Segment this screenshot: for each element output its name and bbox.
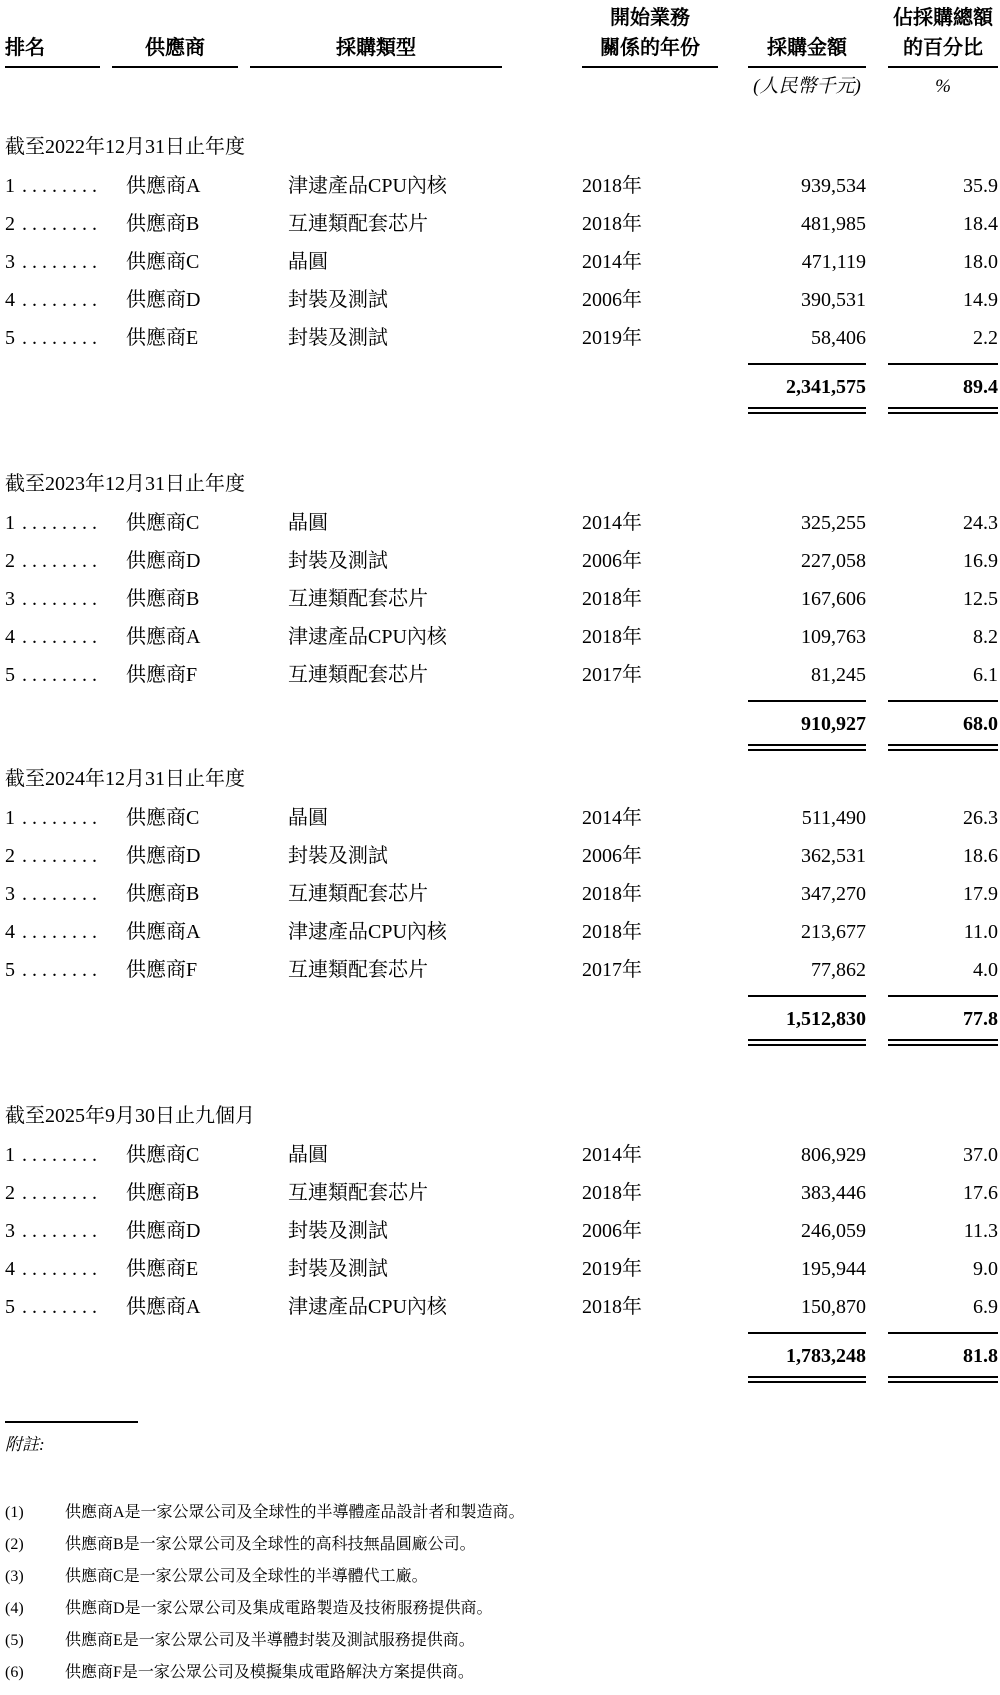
leader-dots: ........ (22, 845, 102, 867)
total-double-rule (5, 1376, 1000, 1383)
total-percentage: 89.4 (963, 376, 998, 398)
leader-dots: ........ (22, 251, 102, 273)
row-supplier: 供應商B (126, 1182, 200, 1204)
leader-dots: ........ (22, 213, 102, 235)
note-number: (5) (5, 1632, 24, 1649)
row-percentage: 26.3 (963, 807, 998, 829)
row-supplier: 供應商A (126, 1296, 201, 1318)
row-amount: 939,534 (801, 175, 866, 197)
section-title: 截至2022年12月31日止年度 (5, 136, 245, 158)
row-amount: 77,862 (811, 959, 866, 981)
table-row (5, 205, 1000, 243)
section-rows (5, 1136, 1000, 1326)
row-start-year: 2019年 (582, 327, 642, 349)
row-percentage: 4.0 (973, 959, 998, 981)
row-supplier: 供應商E (126, 1258, 199, 1280)
rank-number: 2 (5, 1182, 15, 1204)
table-row (5, 913, 1000, 951)
row-start-year: 2006年 (582, 550, 642, 572)
row-supplier: 供應商B (126, 883, 200, 905)
amount-rule (748, 363, 866, 365)
row-percentage: 2.2 (973, 327, 998, 349)
section-fy2023 (5, 474, 1000, 751)
row-rank-cell (5, 214, 100, 234)
row-percentage: 16.9 (963, 550, 998, 572)
row-purchase-type: 互連類配套芯片 (288, 213, 428, 235)
row-amount: 347,270 (801, 883, 866, 905)
total-double-rule (5, 407, 1000, 414)
table-row (5, 1136, 1000, 1174)
row-supplier: 供應商C (126, 1144, 200, 1166)
row-start-year: 2018年 (582, 883, 642, 905)
leader-dots: ........ (22, 807, 102, 829)
rank-number: 4 (5, 921, 15, 943)
row-rank-cell (5, 1183, 100, 1203)
row-rank-cell (5, 627, 100, 647)
percentage-double-rule (888, 407, 998, 414)
row-start-year: 2018年 (582, 213, 642, 235)
rank-number: 4 (5, 1258, 15, 1280)
row-start-year: 2006年 (582, 845, 642, 867)
row-supplier: 供應商A (126, 921, 201, 943)
row-amount: 227,058 (801, 550, 866, 572)
leader-dots: ........ (22, 1182, 102, 1204)
table-row (5, 1250, 1000, 1288)
row-rank-cell (5, 846, 100, 866)
row-purchase-type: 封裝及測試 (288, 327, 388, 349)
table-row (5, 319, 1000, 357)
row-start-year: 2006年 (582, 1220, 642, 1242)
row-amount: 109,763 (801, 626, 866, 648)
table-row (5, 837, 1000, 875)
row-start-year: 2018年 (582, 1296, 642, 1318)
row-purchase-type: 津逮產品CPU內核 (288, 175, 447, 197)
percentage-unit-label: % (935, 76, 951, 97)
rank-number: 3 (5, 1220, 15, 1242)
row-purchase-type: 封裝及測試 (288, 1258, 388, 1280)
rank-number: 5 (5, 1296, 15, 1318)
rank-number: 1 (5, 1144, 15, 1166)
row-supplier: 供應商F (126, 664, 198, 686)
row-amount: 325,255 (801, 512, 866, 534)
row-amount: 362,531 (801, 845, 866, 867)
percentage-double-rule (888, 1376, 998, 1383)
amount-rule (748, 1332, 866, 1334)
row-start-year: 2017年 (582, 959, 642, 981)
row-percentage: 24.3 (963, 512, 998, 534)
row-percentage: 6.9 (973, 1296, 998, 1318)
row-supplier: 供應商F (126, 959, 198, 981)
row-start-year: 2017年 (582, 664, 642, 686)
percentage-double-rule (888, 1039, 998, 1046)
rank-number: 2 (5, 845, 15, 867)
row-percentage: 12.5 (963, 588, 998, 610)
note-text: 供應商F是一家公眾公司及模擬集成電路解決方案提供商。 (65, 1664, 474, 1681)
row-percentage: 18.4 (963, 213, 998, 235)
row-amount: 390,531 (801, 289, 866, 311)
row-amount: 481,985 (801, 213, 866, 235)
header-start-year-line1: 開始業務 (610, 7, 690, 29)
row-percentage: 18.0 (963, 251, 998, 273)
section-title: 截至2024年12月31日止年度 (5, 768, 245, 790)
table-row (5, 1288, 1000, 1326)
note-number: (3) (5, 1568, 24, 1585)
row-purchase-type: 封裝及測試 (288, 1220, 388, 1242)
leader-dots: ........ (22, 175, 102, 197)
row-amount: 58,406 (811, 327, 866, 349)
table-row (5, 656, 1000, 694)
leader-dots: ........ (22, 588, 102, 610)
row-supplier: 供應商A (126, 175, 201, 197)
rank-number: 1 (5, 512, 15, 534)
row-percentage: 17.9 (963, 883, 998, 905)
header-purchase-type: 採購類型 (250, 38, 502, 68)
leader-dots: ........ (22, 289, 102, 311)
note-item (5, 1503, 1000, 1523)
rank-number: 3 (5, 588, 15, 610)
header-amount: 採購金額 (748, 38, 866, 68)
rank-number: 4 (5, 289, 15, 311)
row-purchase-type: 封裝及測試 (288, 550, 388, 572)
row-purchase-type: 晶圓 (288, 1144, 328, 1166)
table-row (5, 580, 1000, 618)
rank-number: 3 (5, 251, 15, 273)
rank-number: 5 (5, 959, 15, 981)
section-9m2025 (5, 1106, 1000, 1383)
row-rank-cell (5, 176, 100, 196)
section-total-row (5, 702, 1000, 744)
row-start-year: 2018年 (582, 588, 642, 610)
table-row (5, 875, 1000, 913)
row-rank-cell (5, 1297, 100, 1317)
row-rank-cell (5, 960, 100, 980)
row-supplier: 供應商C (126, 512, 200, 534)
section-rows (5, 504, 1000, 694)
row-start-year: 2014年 (582, 1144, 642, 1166)
row-percentage: 8.2 (973, 626, 998, 648)
rank-number: 5 (5, 664, 15, 686)
header-row-lower (5, 38, 1000, 68)
row-amount: 81,245 (811, 664, 866, 686)
note-number: (4) (5, 1600, 24, 1617)
row-percentage: 14.9 (963, 289, 998, 311)
note-item (5, 1663, 1000, 1683)
section-rows (5, 799, 1000, 989)
leader-dots: ........ (22, 512, 102, 534)
row-supplier: 供應商E (126, 327, 199, 349)
row-start-year: 2006年 (582, 289, 642, 311)
notes-label: 附註: (5, 1435, 45, 1454)
row-purchase-type: 互連類配套芯片 (288, 588, 428, 610)
row-purchase-type: 封裝及測試 (288, 845, 388, 867)
amount-double-rule (748, 744, 866, 751)
note-item (5, 1599, 1000, 1619)
row-amount: 511,490 (801, 807, 866, 829)
row-purchase-type: 津逮產品CPU內核 (288, 626, 447, 648)
amount-double-rule (748, 407, 866, 414)
row-purchase-type: 互連類配套芯片 (288, 883, 428, 905)
row-rank-cell (5, 884, 100, 904)
rank-number: 2 (5, 213, 15, 235)
row-supplier: 供應商B (126, 213, 200, 235)
row-start-year: 2018年 (582, 175, 642, 197)
row-purchase-type: 互連類配套芯片 (288, 959, 428, 981)
row-start-year: 2018年 (582, 921, 642, 943)
leader-dots: ........ (22, 1258, 102, 1280)
row-start-year: 2019年 (582, 1258, 642, 1280)
header-rank: 排名 (5, 38, 100, 68)
percentage-rule (888, 1332, 998, 1334)
amount-double-rule (748, 1376, 866, 1383)
row-amount: 167,606 (801, 588, 866, 610)
total-amount: 1,783,248 (786, 1345, 866, 1367)
row-amount: 213,677 (801, 921, 866, 943)
row-amount: 383,446 (801, 1182, 866, 1204)
row-start-year: 2014年 (582, 807, 642, 829)
leader-dots: ........ (22, 1144, 102, 1166)
header-percentage-line1: 佔採購總額 (893, 7, 993, 29)
note-item (5, 1631, 1000, 1651)
row-rank-cell (5, 1221, 100, 1241)
row-supplier: 供應商B (126, 588, 200, 610)
note-text: 供應商B是一家公眾公司及全球性的高科技無晶圓廠公司。 (65, 1536, 476, 1553)
table-row (5, 167, 1000, 205)
row-amount: 150,870 (801, 1296, 866, 1318)
row-start-year: 2014年 (582, 251, 642, 273)
row-purchase-type: 晶圓 (288, 807, 328, 829)
note-number: (6) (5, 1664, 24, 1681)
leader-dots: ........ (22, 1220, 102, 1242)
section-fy2024 (5, 769, 1000, 1046)
note-text: 供應商D是一家公眾公司及集成電路製造及技術服務提供商。 (65, 1600, 493, 1617)
rank-number: 1 (5, 175, 15, 197)
table-row (5, 542, 1000, 580)
percentage-rule (888, 700, 998, 702)
row-rank-cell (5, 551, 100, 571)
total-double-rule (5, 1039, 1000, 1046)
note-item (5, 1535, 1000, 1555)
total-amount: 910,927 (801, 713, 866, 735)
total-amount: 2,341,575 (786, 376, 866, 398)
leader-dots: ........ (22, 550, 102, 572)
section-total-row (5, 997, 1000, 1039)
row-supplier: 供應商A (126, 626, 201, 648)
header-supplier: 供應商 (112, 38, 238, 68)
rank-number: 5 (5, 327, 15, 349)
table-row (5, 618, 1000, 656)
row-rank-cell (5, 290, 100, 310)
table-row (5, 799, 1000, 837)
row-amount: 471,119 (801, 251, 866, 273)
amount-rule (748, 700, 866, 702)
note-text: 供應商E是一家公眾公司及半導體封裝及測試服務提供商。 (65, 1632, 475, 1649)
row-percentage: 18.6 (963, 845, 998, 867)
total-amount: 1,512,830 (786, 1008, 866, 1030)
row-rank-cell (5, 922, 100, 942)
note-number: (1) (5, 1504, 24, 1521)
table-row (5, 1212, 1000, 1250)
row-amount: 195,944 (801, 1258, 866, 1280)
leader-dots: ........ (22, 883, 102, 905)
note-item (5, 1567, 1000, 1587)
header-start-year-line2: 關係的年份 (582, 38, 718, 68)
section-fy2022 (5, 137, 1000, 414)
total-percentage: 81.8 (963, 1345, 998, 1367)
header-percentage-line2: 的百分比 (888, 38, 998, 68)
section-title: 截至2023年12月31日止年度 (5, 473, 245, 495)
row-purchase-type: 互連類配套芯片 (288, 1182, 428, 1204)
row-supplier: 供應商D (126, 845, 201, 867)
leader-dots: ........ (22, 327, 102, 349)
leader-dots: ........ (22, 1296, 102, 1318)
note-number: (2) (5, 1536, 24, 1553)
section-title: 截至2025年9月30日止九個月 (5, 1105, 255, 1127)
row-percentage: 9.0 (973, 1258, 998, 1280)
row-percentage: 35.9 (963, 175, 998, 197)
row-rank-cell (5, 252, 100, 272)
leader-dots: ........ (22, 664, 102, 686)
row-supplier: 供應商D (126, 550, 201, 572)
row-supplier: 供應商C (126, 251, 200, 273)
row-start-year: 2014年 (582, 512, 642, 534)
total-percentage: 68.0 (963, 713, 998, 735)
notes-divider (5, 1421, 138, 1423)
row-rank-cell (5, 1145, 100, 1165)
table-row (5, 504, 1000, 542)
percentage-rule (888, 363, 998, 365)
header-row-upper (5, 8, 1000, 28)
row-percentage: 11.3 (963, 1220, 998, 1242)
amount-unit-label: (人民幣千元) (753, 76, 861, 97)
row-supplier: 供應商D (126, 1220, 201, 1242)
row-purchase-type: 津逮產品CPU內核 (288, 1296, 447, 1318)
leader-dots: ........ (22, 959, 102, 981)
table-row (5, 1174, 1000, 1212)
table-row (5, 243, 1000, 281)
row-rank-cell (5, 808, 100, 828)
section-total-row (5, 1334, 1000, 1376)
leader-dots: ........ (22, 921, 102, 943)
percentage-rule (888, 995, 998, 997)
row-purchase-type: 晶圓 (288, 512, 328, 534)
amount-rule (748, 995, 866, 997)
row-rank-cell (5, 328, 100, 348)
rank-number: 4 (5, 626, 15, 648)
amount-double-rule (748, 1039, 866, 1046)
section-total-row (5, 365, 1000, 407)
row-percentage: 11.0 (963, 921, 998, 943)
note-text: 供應商A是一家公眾公司及全球性的半導體產品設計者和製造商。 (65, 1504, 525, 1521)
row-purchase-type: 津逮產品CPU內核 (288, 921, 447, 943)
leader-dots: ........ (22, 626, 102, 648)
table-header (5, 8, 1000, 97)
note-text: 供應商C是一家公眾公司及全球性的半導體代工廠。 (65, 1568, 428, 1585)
row-percentage: 6.1 (973, 664, 998, 686)
rank-number: 3 (5, 883, 15, 905)
row-purchase-type: 晶圓 (288, 251, 328, 273)
row-start-year: 2018年 (582, 626, 642, 648)
row-rank-cell (5, 513, 100, 533)
row-start-year: 2018年 (582, 1182, 642, 1204)
notes-list (5, 1503, 1000, 1683)
row-purchase-type: 封裝及測試 (288, 289, 388, 311)
row-rank-cell (5, 589, 100, 609)
row-percentage: 37.0 (963, 1144, 998, 1166)
row-amount: 806,929 (801, 1144, 866, 1166)
rank-number: 2 (5, 550, 15, 572)
table-row (5, 281, 1000, 319)
header-units-row (5, 77, 1000, 97)
table-row (5, 951, 1000, 989)
total-double-rule (5, 744, 1000, 751)
percentage-double-rule (888, 744, 998, 751)
row-supplier: 供應商C (126, 807, 200, 829)
row-amount: 246,059 (801, 1220, 866, 1242)
row-rank-cell (5, 1259, 100, 1279)
total-percentage: 77.8 (963, 1008, 998, 1030)
section-rows (5, 167, 1000, 357)
row-percentage: 17.6 (963, 1182, 998, 1204)
row-purchase-type: 互連類配套芯片 (288, 664, 428, 686)
row-supplier: 供應商D (126, 289, 201, 311)
rank-number: 1 (5, 807, 15, 829)
row-rank-cell (5, 665, 100, 685)
